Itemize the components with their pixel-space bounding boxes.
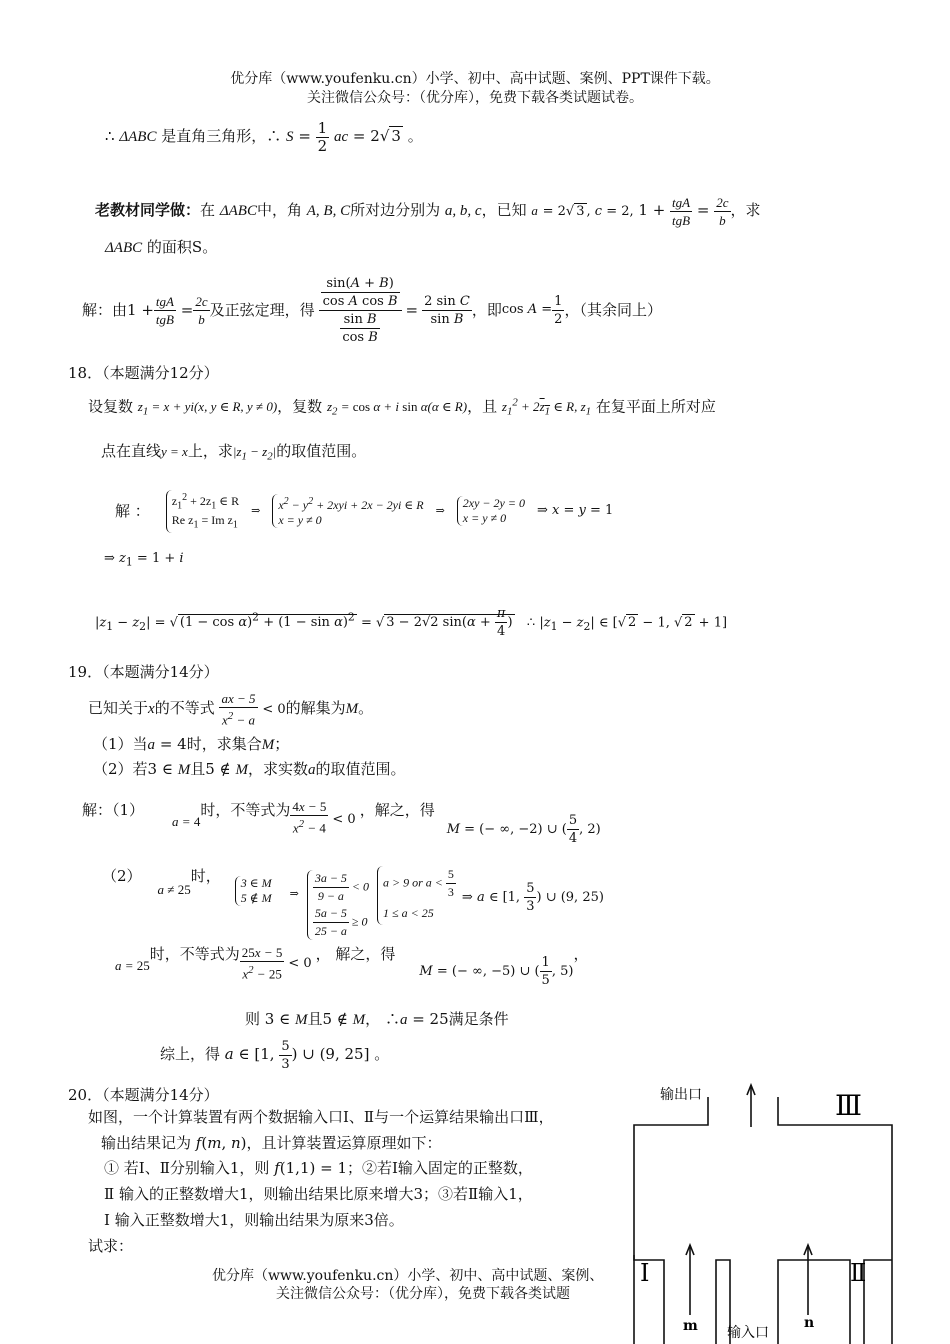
input-port-label: 输入口 — [727, 1325, 769, 1341]
p20-line-3: ① 若Ⅰ、Ⅱ分别输入1，则 f(1,1) = 1；②若Ⅰ输入固定的正整数， — [104, 1159, 533, 1177]
p19-solution-5: 综上，得 a ∈ [1, $\frac{5}{3}$ ) ∪ (9, 25] 。 — [160, 1038, 390, 1072]
p19-title: 19．（本题满分14分） — [68, 663, 219, 681]
p17-conclusion: ∴ ΔABC 是直角三角形，∴ S = $\frac{1}{2}$ ac = 2√ 3 。 — [105, 118, 423, 155]
p20-line-4: Ⅱ 输入的正整数增大1，则输出结果比原来增大3；③若Ⅱ输入1， — [104, 1185, 533, 1203]
p18-solution-2: ⇒ $z_1 = 1 + i$ — [104, 551, 184, 569]
p20-line-1: 如图，一个计算装置有两个数据输入口Ⅰ、Ⅱ与一个运算结果输出口Ⅲ， — [88, 1108, 554, 1126]
p19-solution-4: 则 3 ∈ M且5 ∉ M， ∴a = 25满足条件 — [245, 1010, 509, 1028]
p20-line-5: Ⅰ 输入正整数增大1，则输出结果为原来3倍。 — [104, 1211, 404, 1229]
p18-question-2: 点在直线y = x上，求$|z_1 - z_2|$的取值范围。 — [101, 442, 367, 463]
inlet-2-wall — [864, 1260, 892, 1344]
device-outline-left — [634, 1097, 708, 1255]
footer-line-1: 优分库（www.youfenku.cn）小学、初中、高中试题、案例、 — [212, 1268, 604, 1284]
input-m-label: m — [683, 1318, 698, 1334]
port-3-label: Ⅲ — [835, 1089, 863, 1122]
calculator-diagram — [628, 1075, 898, 1344]
p18-title: 18．（本题满分12分） — [68, 364, 219, 382]
p19-solution-3: a = 25 时，不等式为 $\frac{25x - 5}{x^2 - 25}$ < 0 ， 解之，得 M = (− ∞, −5) ∪ ( $\frac{1}{5}$ , 5) ， — [115, 945, 589, 988]
inlet-center-right — [778, 1260, 850, 1344]
p19-solution-1: 解：（1） a = 4 时，不等式为 $\frac{4x - 5}{x^2 - 4}$ < 0 ，解之，得 M = (− ∞, −2) ∪ ( $\frac{5}{4}$ , 2) — [82, 799, 601, 846]
output-port-label: 输出口 — [660, 1087, 702, 1103]
p18-solution-1: 解 ： $z_1^2 + 2z_1$ ∈ R Re $z_1 = Im$ $z_1$ ⇒ $x^2 - y^2 + 2xyi + 2x - 2yi$ ∈ R x = y ≠ 0 ⇒ 2xy − 2y = 0 x = y ≠ 0 ⇒ x = y = 1 — [115, 492, 614, 531]
p17-old-textbook-question: 老教材同学做：在 ΔABC中，角 A, B, C所对边分别为 a, b, c，已知 a = 2√ 3 , c = 2, 1 + $\frac{\text{tgA}}{\text{tgB}}$ = $\frac{2c}{b}$ ，求 — [95, 194, 761, 228]
p18-solution-3: $|z_1 - z_2|$ = √ $(1 - \cos \alpha)^2 + (1 - \sin \alpha)^2$ = √ 3 − 2√2 sin(α + $\frac{\pi}{4}$ ) ∴ $|z_1 - z_2|$ ∈ [√ 2 − 1, √ 2 + 1] — [95, 606, 728, 640]
p18-question-1: 设复数 $z_1 = x + yi(x$, y ∈ R, y ≠ 0)，复数 $z_2 = \cos \alpha + i$ sin α(α ∈ R)，且 $z_1^2 + 2z_1$ ∈ R, $z_1$ 在复平面上所对应 — [88, 397, 716, 418]
port-2-label: Ⅱ — [850, 1259, 867, 1287]
p19-question: 已知关于x的不等式 $\frac{ax - 5}{x^2 - a}$ < 0的解集为M。 — [88, 691, 374, 728]
p17-old-solution: 解：由 1 + $\frac{\text{tgA}}{\text{tgB}}$ = $\frac{2c}{b}$ 及正弦定理，得 $\frac{\frac{\sin(A + B)}{\text{cos A cos B}}}{\frac{\text{sin B}}{\text{cos B}}}$ = $\frac{\text{2 sin C}}{\text{sin B}}$ ，即 cos A = $\frac{1}{2}$ ，（其余同上） — [82, 275, 662, 345]
p19-part-2: （2）若3 ∈ M且5 ∉ M，求实数a的取值范围。 — [93, 760, 406, 778]
p20-title: 20．（本题满分14分） — [68, 1086, 219, 1104]
header-line-1: 优分库（www.youfenku.cn）小学、初中、高中试题、案例、PPT课件下载。 — [230, 71, 720, 87]
p20-line-6: 试求： — [88, 1237, 134, 1255]
p19-part-1: （1）当a = 4时，求集合M； — [93, 735, 290, 753]
p20-line-2: 输出结果记为 f(m, n)，且计算装置运算原理如下： — [101, 1134, 442, 1152]
footer-line-2: 关注微信公众号：（优分库），免费下载各类试题 — [276, 1286, 570, 1302]
input-n-label: n — [804, 1315, 815, 1331]
header-line-2: 关注微信公众号：（优分库），免费下载各类试题试卷。 — [307, 90, 643, 106]
p17-old-textbook-question-2: ΔABC 的面积S。 — [105, 238, 218, 256]
port-1-label: Ⅰ — [640, 1259, 650, 1287]
p19-solution-2: （2） a ≠ 25 时， 3 ∈ M 5 ∉ M ⇒ $\frac{3a - 5}{9 - a}$ < 0 $\frac{5a - 5}{25 - a}$ ≥ 0 a > 9 or a < $\frac{5}{3}$ 1 ≤ a < 25 ⇒ a ∈ [1, $\frac{5}{3}$ ) ∪ (9, 25) — [102, 867, 604, 938]
